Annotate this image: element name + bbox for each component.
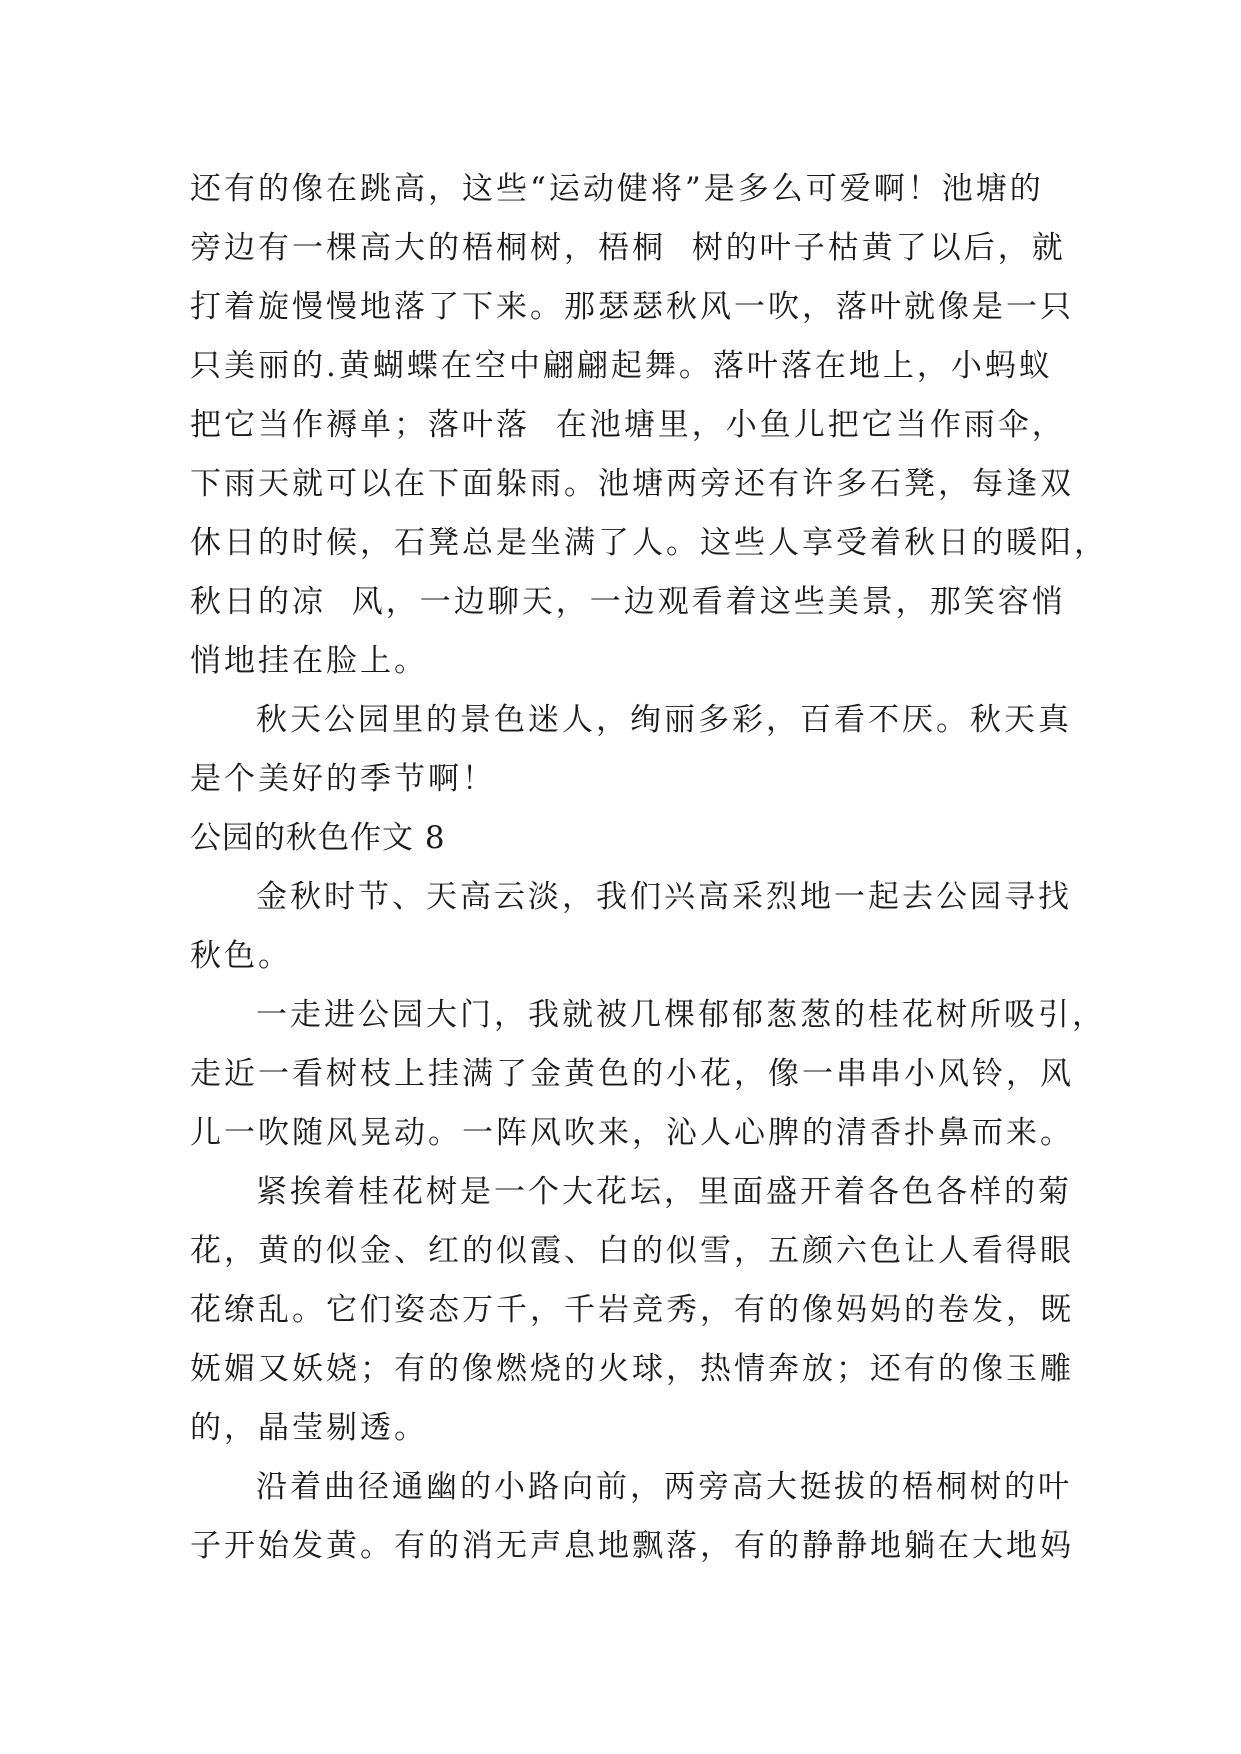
text-line: 旁边有一棵高大的梧桐树，梧桐 树的叶子枯黄了以后，就	[190, 230, 1066, 266]
paragraph-start-line: 一走进公园大门，我就被几棵郁郁葱葱的桂花树所吸引，	[256, 997, 1106, 1033]
text-line: 把它当作褥单；落叶落 在池塘里，小鱼儿把它当作雨伞，	[190, 407, 1066, 443]
text-line: 花，黄的似金、红的似霞、白的似雪，五颜六色让人看得眼	[190, 1233, 1074, 1269]
text-line: 悄地挂在脸上。	[190, 643, 428, 679]
paragraph-start-line: 沿着曲径通幽的小路向前，两旁高大挺拔的梧桐树的叶	[256, 1469, 1072, 1505]
text-line: 的，晶莹剔透。	[190, 1410, 428, 1446]
text-line: 子开始发黄。有的消无声息地飘落，有的静静地躺在大地妈	[190, 1528, 1074, 1564]
text-line: 儿一吹随风晃动。一阵风吹来，沁人心脾的清香扑鼻而来。	[190, 1115, 1074, 1151]
text-line: 妩媚又妖娆；有的像燃烧的火球，热情奔放；还有的像玉雕	[190, 1351, 1074, 1387]
text-line: 走近一看树枝上挂满了金黄色的小花，像一串串小风铃，风	[190, 1056, 1074, 1092]
text-line: 打着旋慢慢地落了下来。那瑟瑟秋风一吹，落叶就像是一只	[190, 289, 1074, 325]
text-line: 下雨天就可以在下面躲雨。池塘两旁还有许多石凳，每逢双	[190, 466, 1074, 502]
section-heading: 公园的秋色作文 8	[190, 820, 446, 856]
text-line: 秋日的凉 风，一边聊天，一边观看着这些美景，那笑容悄	[190, 584, 1066, 620]
text-line: 只美丽的.黄蝴蝶在空中翩翩起舞。落叶落在地上，小蚂蚁	[190, 348, 1053, 384]
paragraph-start-line: 秋天公园里的景色迷人，绚丽多彩，百看不厌。秋天真	[256, 702, 1072, 738]
paragraph-start-line: 紧挨着桂花树是一个大花坛，里面盛开着各色各样的菊	[256, 1174, 1072, 1210]
paragraph-start-line: 金秋时节、天高云淡，我们兴高采烈地一起去公园寻找	[256, 879, 1072, 915]
document-body	[190, 160, 1108, 1576]
text-line: 秋色。	[190, 938, 292, 974]
text-line: 还有的像在跳高，这些“运动健将”是多么可爱啊！池塘的	[190, 171, 1044, 207]
text-line: 休日的时候，石凳总是坐满了人。这些人享受着秋日的暖阳，	[190, 525, 1108, 561]
text-line: 是个美好的季节啊！	[190, 761, 496, 797]
text-line: 花缭乱。它们姿态万千，千岩竞秀，有的像妈妈的卷发，既	[190, 1292, 1074, 1328]
